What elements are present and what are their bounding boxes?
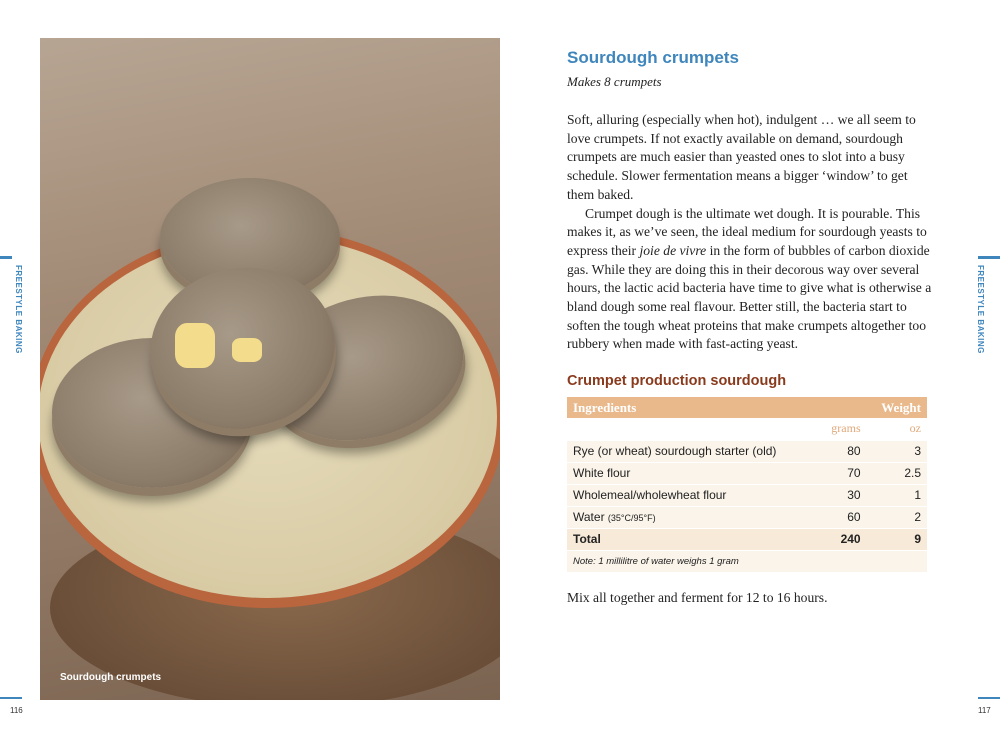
recipe-yield: Makes 8 crumpets [567,74,662,89]
butter [232,338,262,362]
side-tab-left: FREESTYLE BAKING [14,265,23,354]
recipe-title: Sourdough crumpets [567,48,739,67]
recipe-intro [567,111,932,354]
tab-marker-left [0,256,12,259]
side-tab-right: FREESTYLE BAKING [976,265,985,354]
total-row: Total 240 9 [567,528,927,550]
tab-marker-right [978,256,1000,259]
page-rule-left [0,697,22,699]
butter [175,323,215,368]
recipe-column [567,48,932,606]
ingredients-table: Ingredients Weight grams oz Rye (or wheat) sourdough starter (old) 80 3 White flour 70 2.5 Wholemeal/wholewheat flour 30 1 Water (35°C/95°F) 60 2 Total 240 9 Note: 1 millilitre of water weighs 1 gram [567,397,927,573]
page-number-right: 117 [978,706,991,715]
page-rule-right [978,697,1000,699]
crumpets-photo [40,38,500,700]
table-row: Water (35°C/95°F) 60 2 [567,506,927,528]
table-row: Wholemeal/wholewheat flour 30 1 [567,484,927,506]
page-number-left: 116 [10,706,23,715]
closing-instruction: Mix all together and ferment for 12 to 16 hours. [567,589,828,605]
photo-caption: Sourdough crumpets [60,672,162,683]
table-row: Rye (or wheat) sourdough starter (old) 80 3 [567,440,927,462]
table-row: White flour 70 2.5 [567,462,927,484]
table-title: Crumpet production sourdough [567,373,787,390]
paragraph: Crumpet dough is the ultimate wet dough. It is pourable. This makes it, as we’ve seen, the ideal medium for sourdough yeasts to express their joie de vivre in the form of bubbles of carbon dioxide gas. While they are doing this in their decorous way over several hours, the lactic acid bacteria have time to give what is otherwise a bland dough some real flavour. Better still, the bacteria start to soften the tough wheat proteins that make crumpets altogether too rubbery when made with fast-acting yeast. [567,205,932,352]
paragraph: Soft, alluring (especially when hot), indulgent … we all seem to love crumpets. If not exactly available on demand, sourdough crumpets are much easier than yeasted ones to slot into a busy schedule. Slower fermentation means a bigger ‘window’ to get them baked. [567,112,916,202]
table-footnote: Note: 1 millilitre of water weighs 1 gram [567,550,927,572]
